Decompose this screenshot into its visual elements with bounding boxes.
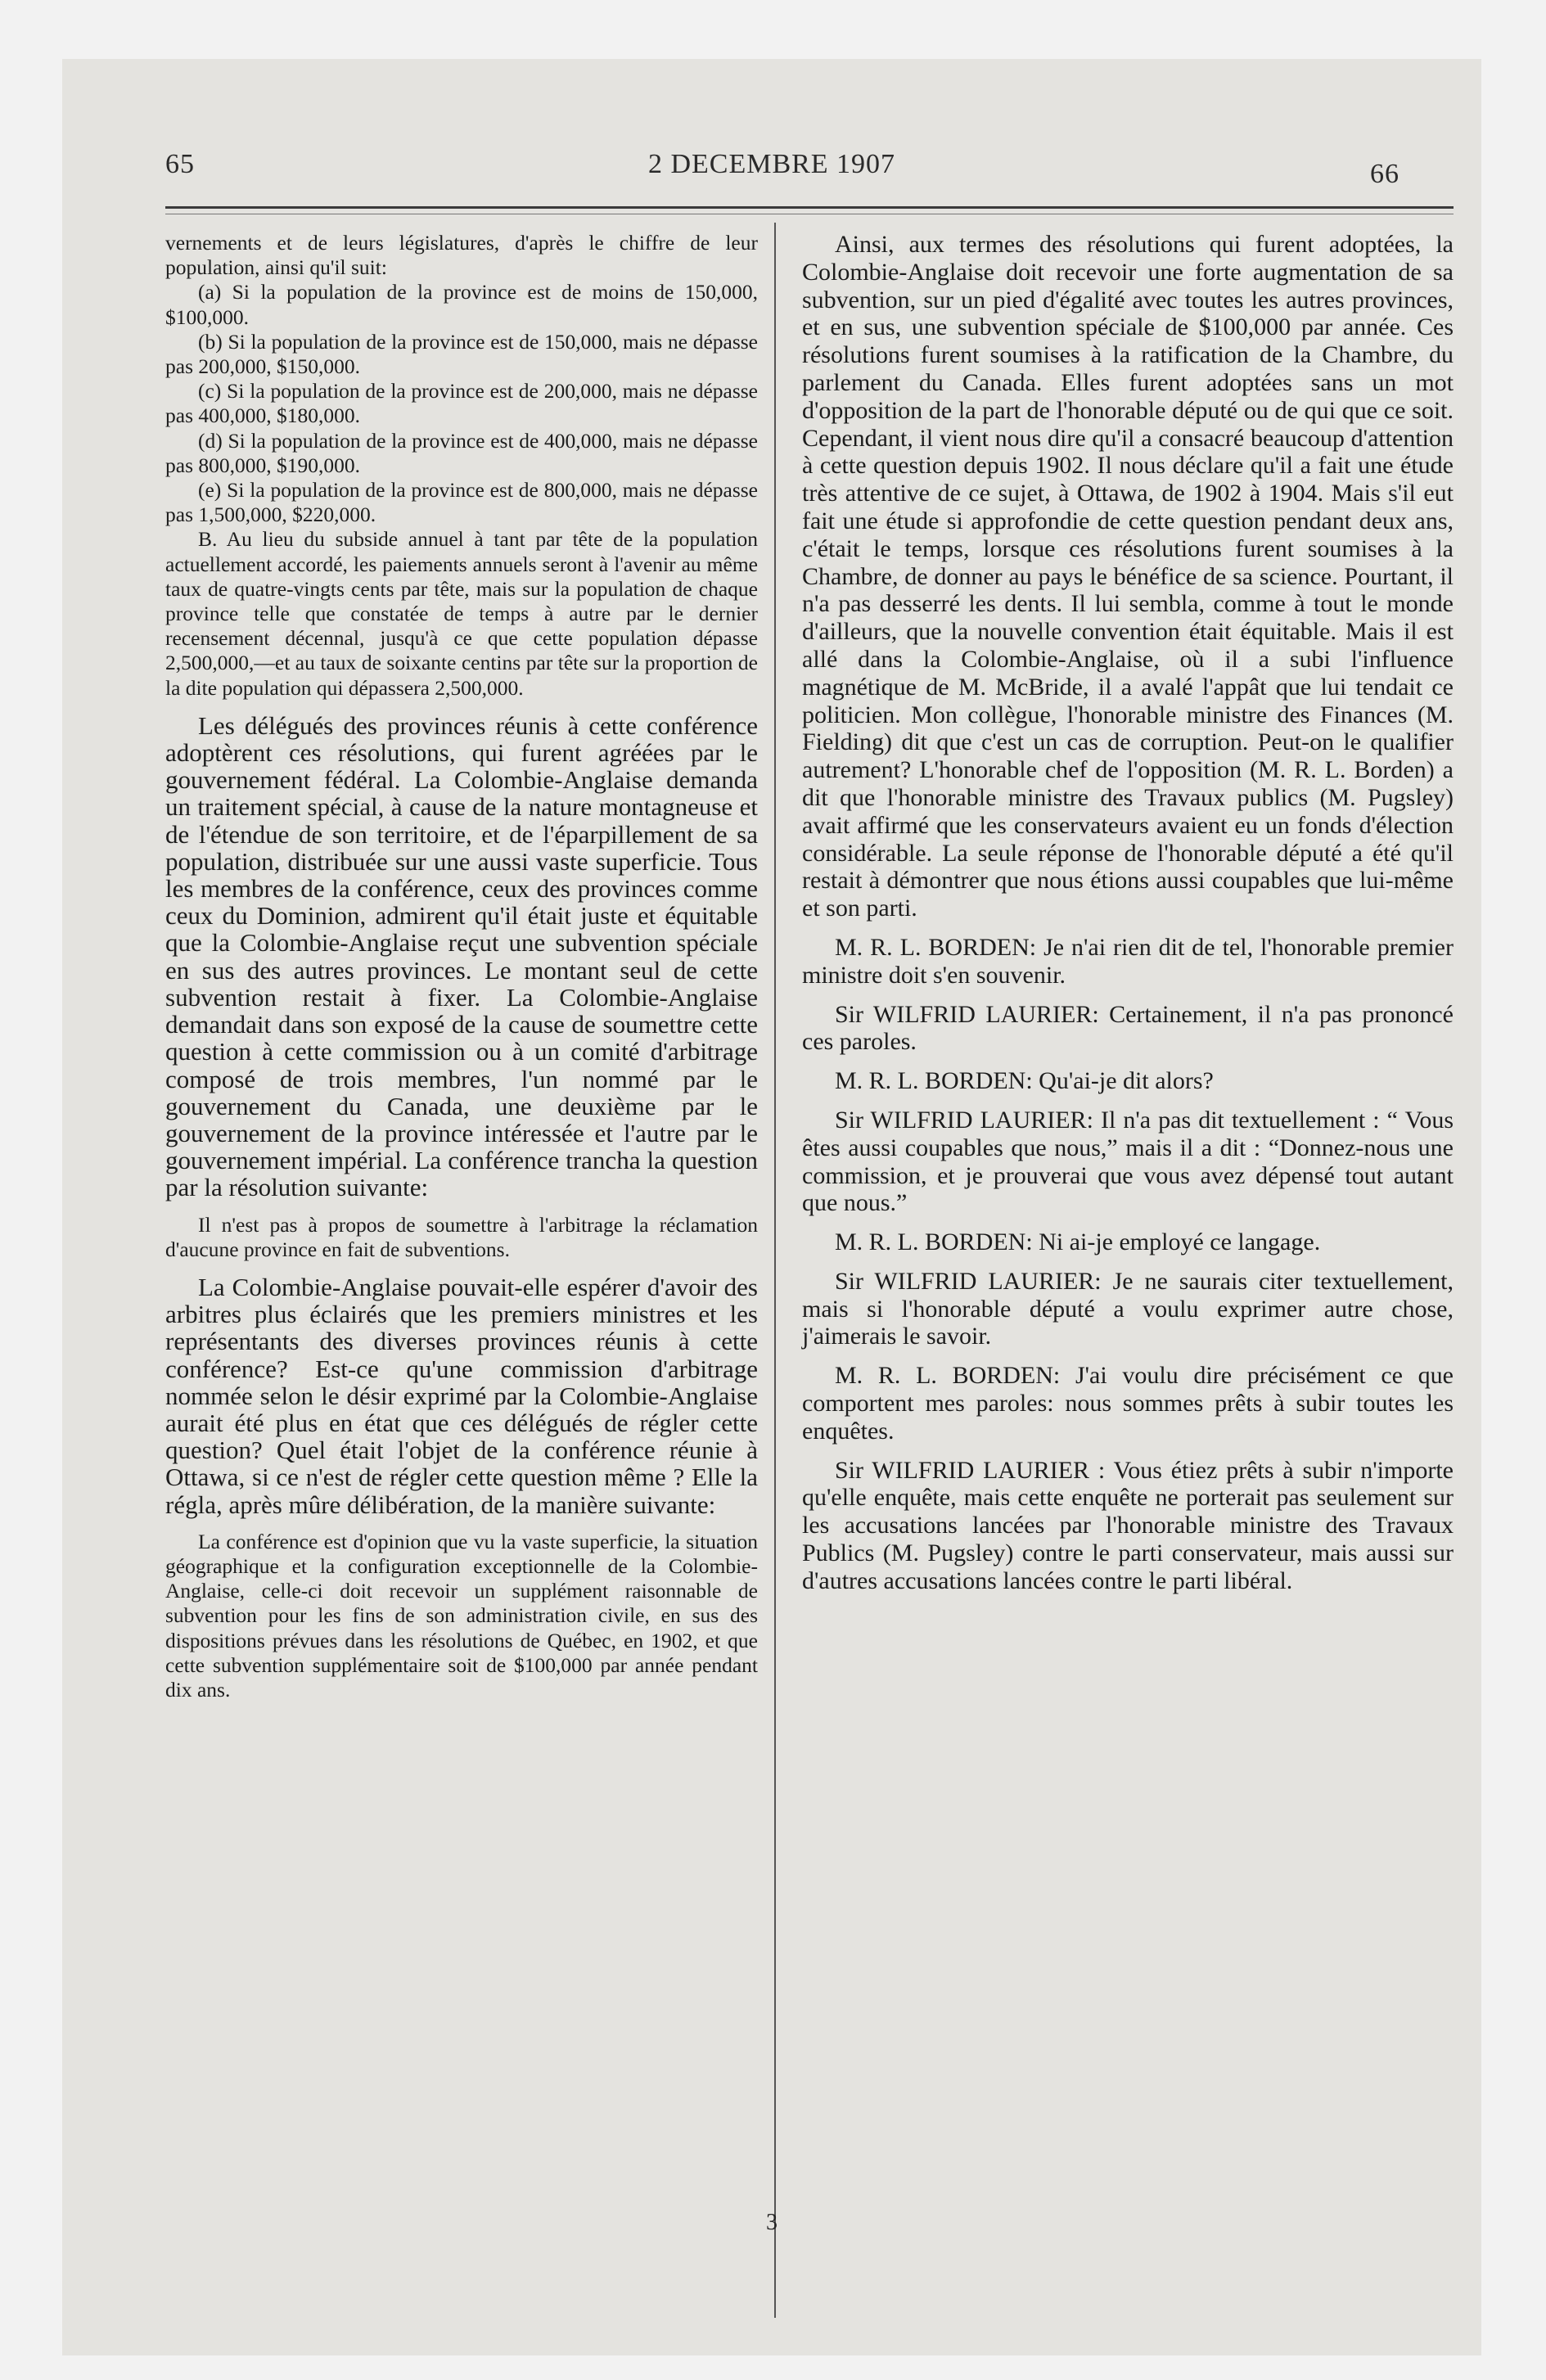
header-rule (165, 206, 1454, 209)
small-paragraph: (c) Si la population de la province est de 200,000, mais ne dépasse pas 400,000, $180,000. (165, 379, 758, 428)
right-column (802, 231, 1454, 1595)
body-paragraph: La Colombie-Anglaise pouvait-elle espérer d'avoir des arbitres plus éclairés que les premiers ministres et les représentants des diverses provinces réunis à cette conférence? Est-ce qu'une commission d'arbitrage nommée selon le désir exprimé par la Colombie-Anglaise aurait été plus en état que ces délégués de régler cette question? Quel était l'objet de la conférence réunie à Ottawa, si ce n'est de régler cette question même ? Elle la régla, après mûre délibération, de la manière suivante: (165, 1272, 758, 1519)
speech-paragraph: Sir WILFRID LAURIER: Je ne saurais citer textuellement, mais si l'honorable député a voulu exprimer autre chose, j'aimerais le savoir. (802, 1267, 1454, 1350)
body-paragraph: Les délégués des provinces réunis à cette conférence adoptèrent ces résolutions, qui furent agréées par le gouvernement fédéral. La Colombie-Anglaise demanda un traitement spécial, à cause de la nature montagneuse et de l'étendue de son territoire, et de l'éparpillement de sa population, distribuée sur une aussi vaste superficie. Tous les membres de la conférence, ceux des provinces comme ceux du Dominion, admirent qu'il était juste et équitable que la Colombie-Anglaise reçut une subvention spéciale en sus des autres provinces. Le montant seul de cette subvention restait à fixer. La Colombie-Anglaise demandait dans son exposé de la cause de soumettre cette question à cette commission ou à un comité d'arbitrage composé de trois membres, l'un nommé par le gouvernement du Canada, une deuxième par le gouvernement de la province intéressée et l'autre par le gouvernement impérial. La conférence trancha la question par la résolution suivante: (165, 710, 758, 1202)
right-page-number: 66 (1370, 159, 1400, 189)
speech-paragraph: Sir WILFRID LAURIER : Vous étiez prêts à subir n'importe qu'elle enquête, mais cette enquête ne porterait pas seulement sur les accusations lancées par l'honorable ministre des Travaux Publics (M. Pugsley) contre le parti conservateur, mais aussi sur d'autres accusations lancées contre le parti libéral. (802, 1456, 1454, 1594)
speech-paragraph: M. R. L. BORDEN: Qu'ai-je dit alors? (835, 1067, 1214, 1095)
speech-paragraph: Ainsi, aux termes des résolutions qui furent adoptées, la Colombie-Anglaise doit recevoir une forte augmentation de sa subvention, sur un pied d'égalité avec toutes les autres provinces, et en sus, une subvention spéciale de $100,000 par année. Ces résolutions furent soumises à la ratification de la Chambre, du parlement du Canada. Elles furent adoptées sans un mot d'opposition de la part de l'honorable député ou de qui que ce soit. Cependant, il vient nous dire qu'il a consacré beaucoup d'attention à cette question depuis 1902. Il nous déclare qu'il a fait une étude très attentive de ce sujet, à Ottawa, de 1902 à 1904. Mais s'il eut fait une étude si approfondie de cette question pendant deux ans, c'était le temps, lorsque ces résolutions furent soumises à la Chambre, de donner au pays le bénéfice de sa science. Pourtant, il n'a pas desserré les dents. Il lui sembla, comme à tout le monde d'ailleurs, que la nouvelle convention était équitable. Mais il est allé dans la Colombie-Anglaise, où il a subi l'influence magnétique de M. McBride, il a avalé l'appât que lui tendait ce politicien. Mon collègue, l'honorable ministre des Finances (M. Fielding) dit que c'est un cas de corruption. Peut-on le qualifier autrement? L'honorable chef de l'opposition (M. R. L. Borden) a dit que l'honorable ministre des Travaux publics (M. Pugsley) avait affirmé que les conservateurs avaient eu un fonds d'élection considérable. La seule réponse de l'honorable député a été qu'il restait à démontrer que nous étions aussi coupables que lui-même et son parti. (802, 231, 1454, 922)
speech-paragraph: M. R. L. BORDEN: J'ai voulu dire précisément ce que comportent mes paroles: nous sommes prêts à subir toutes les enquêtes. (802, 1362, 1454, 1445)
small-paragraph: (d) Si la population de la province est de 400,000, mais ne dépasse pas 800,000, $190,000. (165, 428, 758, 477)
sheet-number: 3 (766, 2210, 778, 2235)
speech-paragraph: Sir WILFRID LAURIER: Il n'a pas dit textuellement : “ Vous êtes aussi coupables que nous,” mais il a dit : “Donnez-nous une commission, et je prouverai que vous avez dépensé tout autant que nous.” (802, 1106, 1454, 1217)
small-paragraph: (a) Si la population de la province est de moins de 150,000, $100,000. (165, 280, 758, 329)
left-page-number: 65 (165, 149, 195, 179)
scanned-page (62, 59, 1481, 2355)
quoted-resolution: La conférence est d'opinion que vu la vaste superficie, la situation géographique et la configuration exceptionnelle de la Colombie-Anglaise, celle-ci doit recevoir un supplément raisonnable de subvention pour les fins de son administration civile, en sus des dispositions prévues dans les résolutions de Québec, en 1902, et que cette subvention supplémentaire soit de $100,000 par année pendant dix ans. (165, 1529, 758, 1702)
quoted-resolution: Il n'est pas à propos de soumettre à l'arbitrage la réclamation d'aucune province en fait de subventions. (165, 1212, 758, 1261)
small-paragraph: B. Au lieu du subside annuel à tant par tête de la population actuellement accordé, les paiements annuels seront à l'avenir au même taux de quatre-vingts cents par tête, mais sur la population de chaque province telle que constatée de temps à autre par le dernier recensement décennal, jusqu'à ce que cette population dépasse 2,500,000,—et au taux de soixante centins par tête sur la proportion de la dite population qui dépassera 2,500,000. (165, 527, 758, 700)
speech-paragraph: M. R. L. BORDEN: Je n'ai rien dit de tel, l'honorable premier ministre doit s'en souvenir. (802, 933, 1454, 989)
left-column (165, 231, 758, 1702)
speech-paragraph: Sir WILFRID LAURIER: Certainement, il n'a pas prononcé ces paroles. (802, 1000, 1454, 1056)
small-paragraph: (b) Si la population de la province est de 150,000, mais ne dépasse pas 200,000, $150,000. (165, 329, 758, 379)
small-paragraph: (e) Si la population de la province est de 800,000, mais ne dépasse pas 1,500,000, $220,000. (165, 478, 758, 527)
speech-paragraph: M. R. L. BORDEN: Ni ai-je employé ce langage. (835, 1228, 1321, 1256)
small-paragraph: vernements et de leurs législatures, d'après le chiffre de leur population, ainsi qu'il suit: (165, 231, 758, 280)
column-divider (774, 223, 776, 2318)
page-date-heading: 2 DECEMBRE 1907 (647, 149, 896, 179)
